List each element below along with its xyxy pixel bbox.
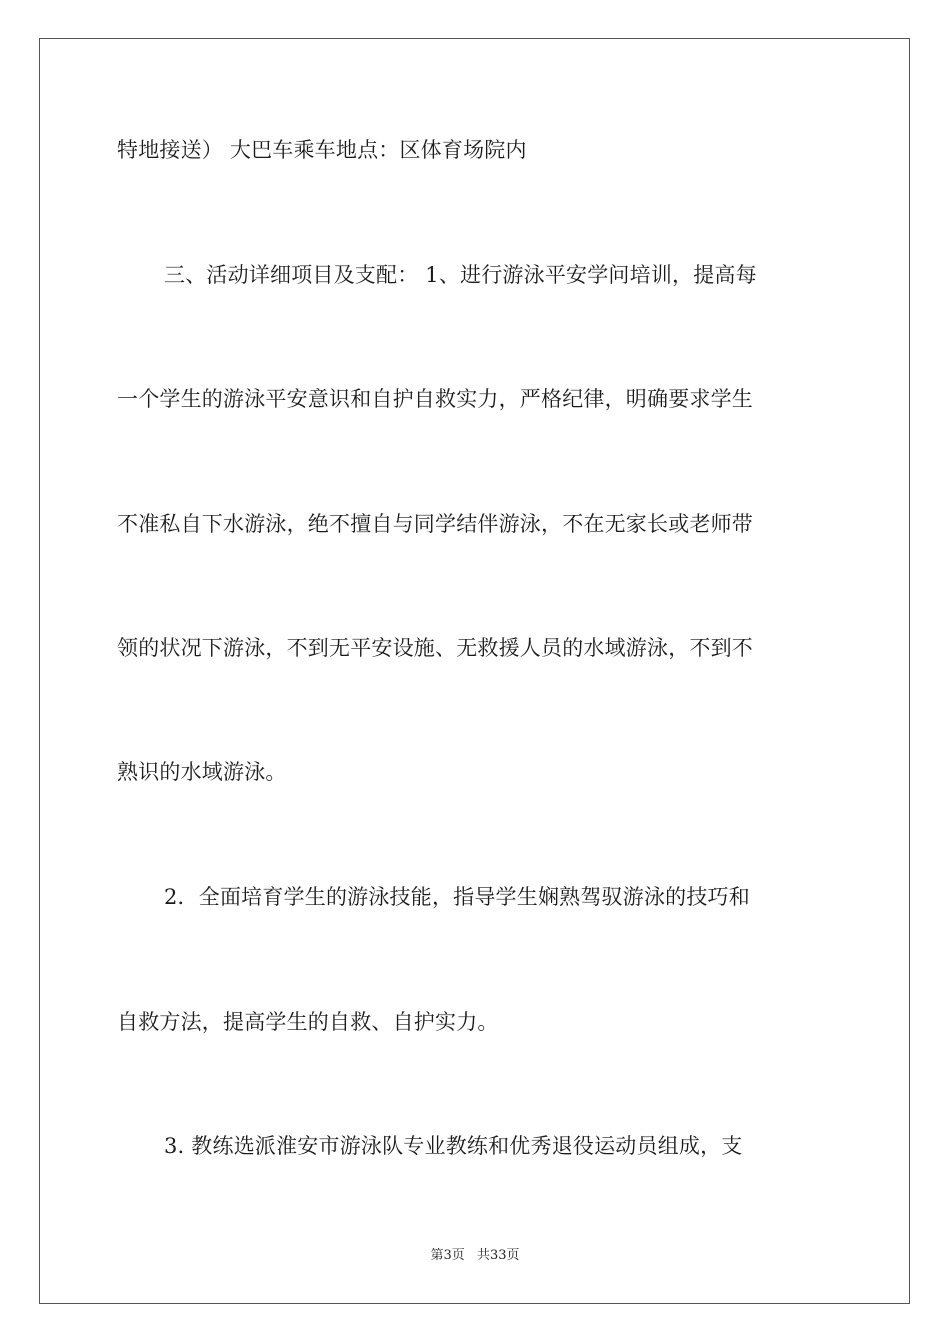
body-text-line: 3. 教练选派淮安市游泳队专业教练和优秀退役运动员组成，支 xyxy=(164,1134,743,1158)
page-footer xyxy=(0,1248,950,1264)
body-text-line: 2．全面培育学生的游泳技能，指导学生娴熟驾驭游泳的技巧和 xyxy=(164,885,750,909)
body-text-line: 领的状况下游泳，不到无平安设施、无救援人员的水域游泳，不到不 xyxy=(117,636,753,660)
body-text-line: 熟识的水域游泳。 xyxy=(117,760,287,784)
body-text-line: 不准私自下水游泳，绝不擅自与同学结伴游泳，不在无家长或老师带 xyxy=(117,512,753,536)
page-number: 第3页 xyxy=(430,1248,465,1263)
body-text-line: 特地接送） 大巴车乘车地点：区体育场院内 xyxy=(117,138,527,162)
body-text-line: 自救方法，提高学生的自救、自护实力。 xyxy=(117,1010,499,1034)
body-text-line: 三、活动详细项目及支配： 1、进行游泳平安学问培训，提高每 xyxy=(164,263,757,287)
page-border xyxy=(39,38,910,1304)
page-total: 共33页 xyxy=(476,1248,520,1263)
body-text-line: 一个学生的游泳平安意识和自护自救实力，严格纪律，明确要求学生 xyxy=(117,387,753,411)
